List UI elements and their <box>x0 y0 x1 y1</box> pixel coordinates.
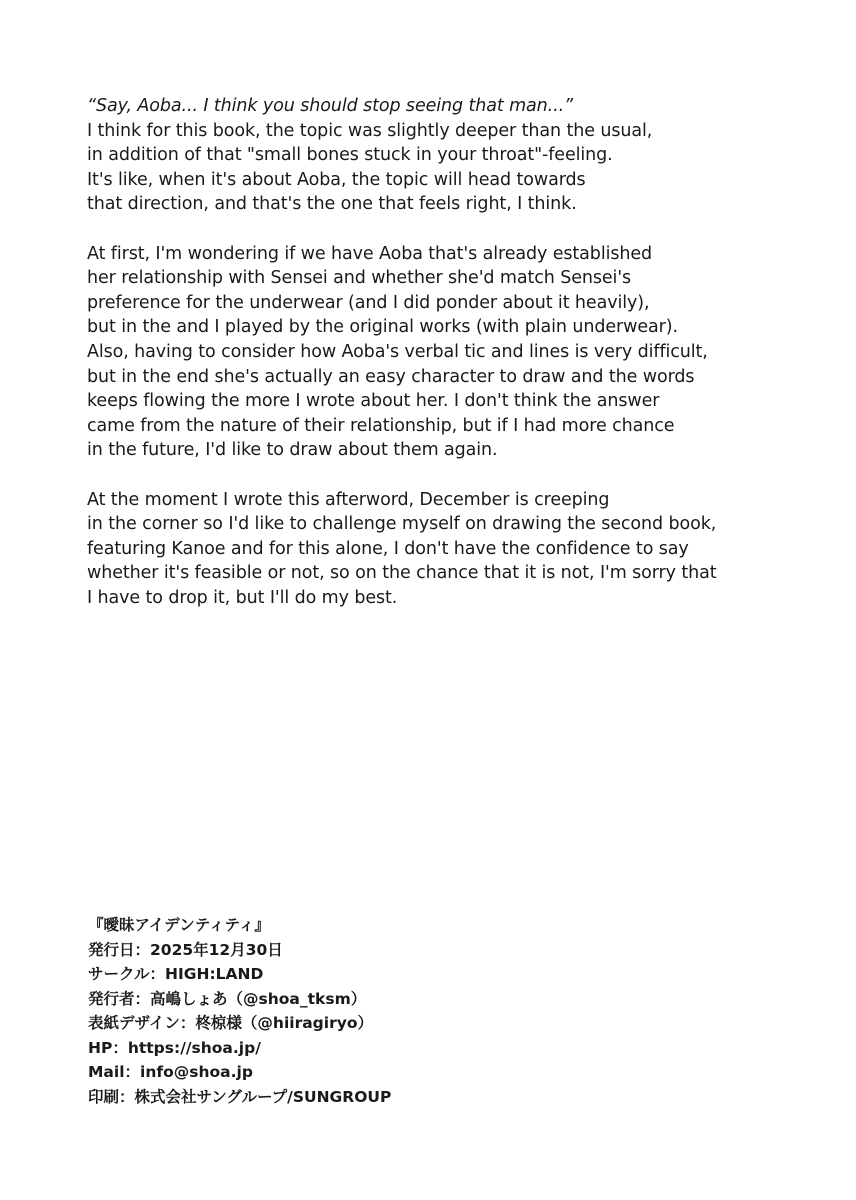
text-line: whether it's feasible or not, so on the chance that it is not, I'm sorry that <box>87 563 717 584</box>
afterword-paragraph-1 <box>87 94 827 217</box>
text-line: in the corner so I'd like to challenge myself on drawing the second book, <box>87 514 717 535</box>
colophon-cover-design: 表紙デザイン：柊椋様（@hiiragiryo） <box>88 1014 373 1032</box>
afterword-text <box>87 94 827 635</box>
text-line: Also, having to consider how Aoba's verbal tic and lines is very difficult, <box>87 341 708 362</box>
text-line: preference for the underwear (and I did ponder about it heavily), <box>87 292 650 313</box>
text-line: At first, I'm wondering if we have Aoba that's already established <box>87 243 653 264</box>
colophon-circle: サークル：HIGH:LAND <box>88 965 264 983</box>
text-line: came from the nature of their relationship, but if I had more chance <box>87 415 675 436</box>
afterword-paragraph-3 <box>87 488 827 611</box>
colophon-printer: 印刷：株式会社サングループ/SUNGROUP <box>88 1087 392 1106</box>
text-line: but in the and I played by the original works (with plain underwear). <box>87 317 678 338</box>
text-line: It's like, when it's about Aoba, the topic will head towards <box>87 169 586 190</box>
text-line: in the future, I'd like to draw about them again. <box>87 440 498 461</box>
colophon-title: 『曖昧アイデンティティ』 <box>88 916 270 934</box>
text-line: that direction, and that's the one that feels right, I think. <box>87 194 577 215</box>
text-line: featuring Kanoe and for this alone, I don't have the confidence to say <box>87 538 689 559</box>
afterword-paragraph-2 <box>87 242 827 463</box>
text-line: her relationship with Sensei and whether she'd match Sensei's <box>87 268 632 289</box>
colophon-homepage: HP：https://shoa.jp/ <box>88 1038 261 1057</box>
opening-quote-line: “Say, Aoba... I think you should stop seeing that man...” <box>87 96 574 116</box>
colophon <box>88 913 688 1109</box>
text-line: I think for this book, the topic was slightly deeper than the usual, <box>87 120 653 141</box>
text-line: I have to drop it, but I'll do my best. <box>87 587 398 608</box>
text-line: At the moment I wrote this afterword, December is creeping <box>87 489 610 510</box>
text-line: but in the end she's actually an easy character to draw and the words <box>87 366 695 387</box>
colophon-mail: Mail：info@shoa.jp <box>88 1063 253 1081</box>
text-line: in addition of that "small bones stuck in your throat"-feeling. <box>87 145 613 166</box>
colophon-publish-date: 発行日：2025年12月30日 <box>88 940 283 959</box>
colophon-publisher: 発行者：高嶋しょあ（@shoa_tksm） <box>88 989 367 1008</box>
text-line: keeps flowing the more I wrote about her. I don't think the answer <box>87 391 660 412</box>
